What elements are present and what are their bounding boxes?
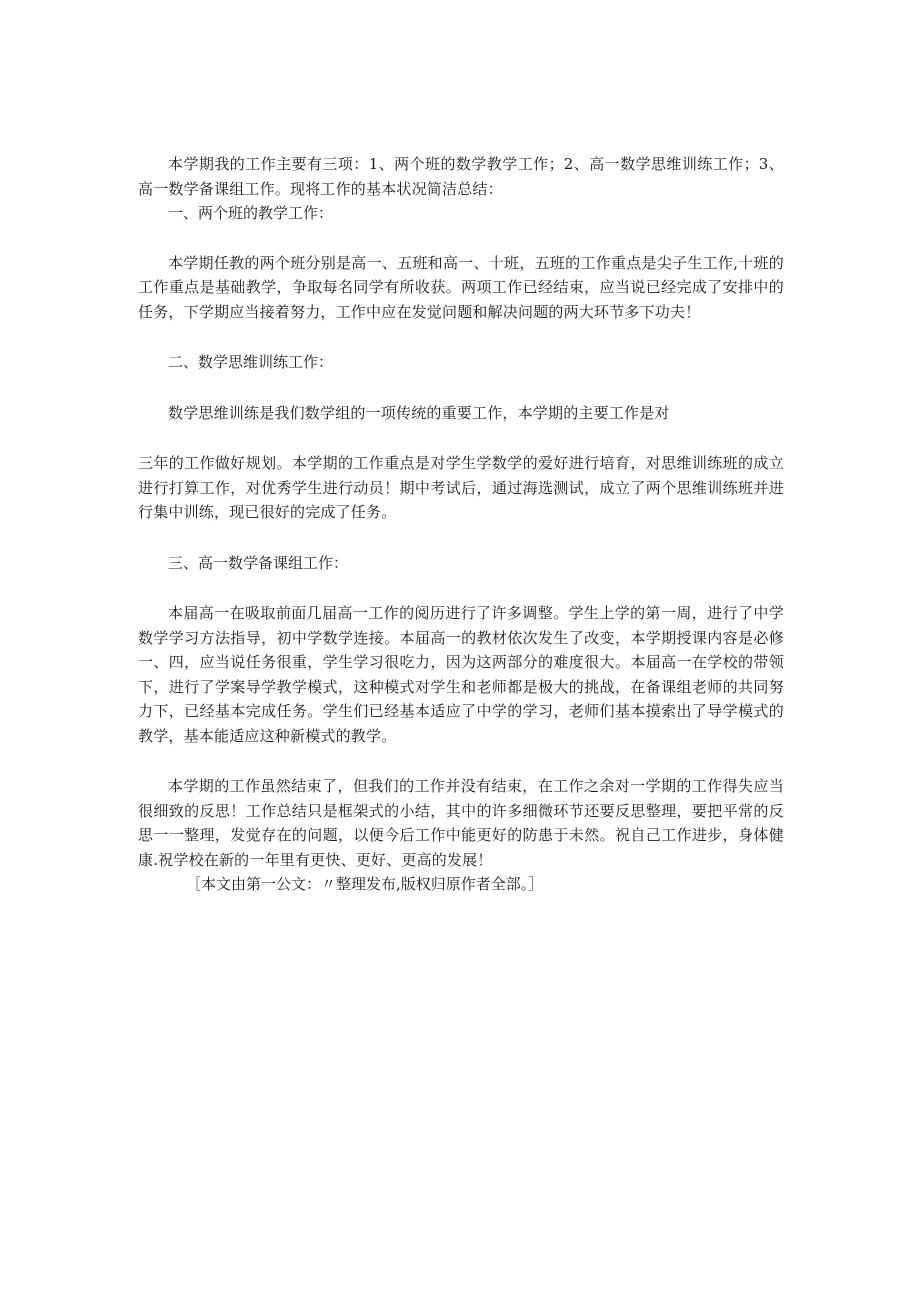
section-3-body: 本届高一在吸取前面几届高一工作的阅历进行了许多调整。学生上学的第一周，进行了中学数学学习方法指导，初中学数学连接。本届高一的教材依次发生了改变，本学期授课内容是必修一、四，应当说任务很重，学生学习很吃力，因为这两部分的难度很大。本届高一在学校的带领下，进行了学案导学教学模式，这种模式对学生和老师都是极大的挑战，在备课组老师的共同努力下，已经基本完成任务。学生们已经基本适应了中学的学习，老师们基本摸索出了导学模式的教学，基本能适应这种新模式的教学。 — [138, 604, 784, 745]
spacer — [138, 575, 784, 601]
intro-paragraph: 本学期我的工作主要有三项：1、两个班的数学教学工作；2、高一数学思维训练工作；3、高一数学备课组工作。现将工作的基本状况简洁总结： — [138, 155, 784, 198]
section-1-body: 本学期任教的两个班分别是高一、五班和高一、十班，五班的工作重点是尖子生工作,十班的工作重点是基础教学，争取每名同学有所收获。两项工作已经结束，应当说已经完成了安排中的任务，下学期应当接着努力，工作中应在发觉问题和解决问题的两大环节多下功夫！ — [138, 253, 784, 321]
spacer — [138, 324, 784, 350]
conclusion-paragraph: 本学期的工作虽然结束了，但我们的工作并没有结束，在工作之余对一学期的工作得失应当很细致的反思！工作总结只是框架式的小结，其中的许多细微环节还要反思整理，要把平常的反思一一整理，发觉存在的问题，以便今后工作中能更好的防患于未然。祝自己工作进步，身体健康.祝学校在新的一年里有更快、更好、更高的发展！ — [138, 777, 784, 869]
section-2-heading: 二、数学思维训练工作： — [168, 353, 334, 371]
spacer — [138, 525, 784, 551]
spacer — [138, 226, 784, 251]
document-page — [138, 152, 784, 897]
section-2-body-part1: 数学思维训练是我们数学组的一项传统的重要工作，本学期的主要工作是对 — [168, 403, 670, 422]
spacer — [138, 748, 784, 774]
spacer — [138, 375, 784, 401]
source-note: ［本文由第一公文：〃整理发布,版权归原作者全部。］ — [186, 875, 544, 893]
spacer — [138, 425, 784, 451]
section-3-heading: 三、高一数学备课组工作： — [168, 553, 349, 572]
section-1-heading: 一、两个班的教学工作： — [168, 204, 334, 222]
section-2-body-part2: 三年的工作做好规划。本学期的工作重点是对学生学数学的爱好进行培育，对思维训练班的成立进行打算工作，对优秀学生进行动员！期中考试后，通过海选测试，成立了两个思维训练班并进行集中训练，现已很好的完成了任务。 — [138, 454, 784, 521]
